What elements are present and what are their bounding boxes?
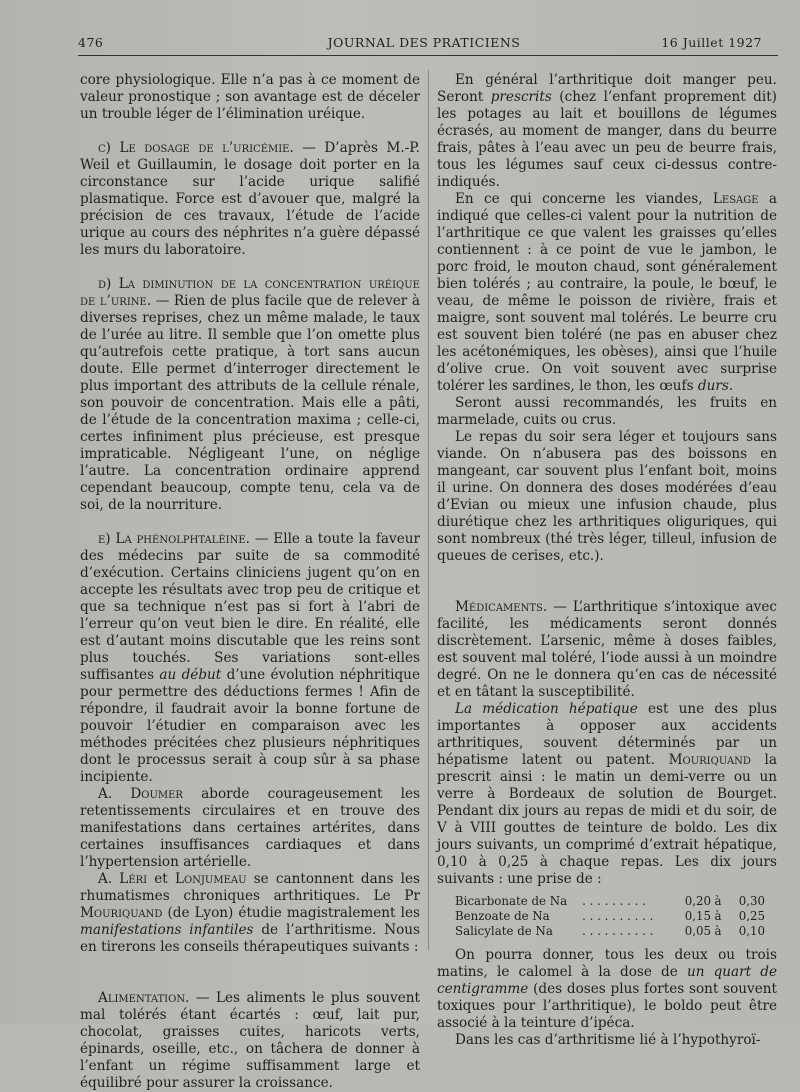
leader-dots: . . . . . . . . . <box>582 894 646 908</box>
section-heading: Alimentation. <box>98 990 190 1006</box>
column-divider <box>428 70 429 950</box>
paragraph-doumer <box>80 786 420 871</box>
paragraph-text: de l’arthritisme. Nous en tirerons les conseils thérapeutiques suivants : <box>80 922 420 955</box>
section-medicaments <box>437 599 777 701</box>
paragraph-text: (de Lyon) étudie magistralement les <box>162 905 420 921</box>
journal-title: JOURNAL DES PRATICIENS <box>327 35 521 50</box>
paragraph-text: . <box>728 378 734 394</box>
table-row <box>455 909 765 924</box>
paragraph-hepatique <box>437 701 777 888</box>
paragraph-text: En ce qui concerne les viandes, <box>455 191 713 207</box>
section-text: — Elle a toute la faveur des médecins par suite de sa commodité d’exécution. Certains cliniciens jugent qu’on en accepte les résultats avec trop peu de critique et que sa technique n’est pas si fort à l’abri de l’erreur qu’on veut bien le dire. En réalité, elle est d’autant moins discutable que les reins sont plus touchés. Ses variations sont-elles suffisantes <box>80 531 421 683</box>
paragraph-fruits: Seront aussi recommandés, les fruits en marmelade, cuits ou crus. <box>437 395 777 428</box>
italic-text: durs <box>697 378 729 394</box>
dose-separator: à <box>714 894 722 908</box>
paragraph-text: (chez l’enfant proprement dit) les potages au lait et bouillons de légumes écrasés, au moment de manger, dans du beurre frais, pâtes à l’eau avec un peu de beurre frais, tous les légumes sauf ceux ci-dessus contre-indiqués. <box>437 89 777 190</box>
dose-from: 0,05 <box>684 924 711 938</box>
section-heading: Médicaments. <box>455 599 548 615</box>
author-name: Mouriquand <box>668 752 751 768</box>
table-row <box>455 894 765 909</box>
dose-to: 0,30 <box>738 894 765 908</box>
author-name: Léri <box>119 871 148 887</box>
leader-dots: . . . . . . . . . . <box>582 924 654 938</box>
italic-text: La médication hépatique <box>455 701 638 717</box>
paragraph-text: la prescrit ainsi : le matin un demi-verre ou un verre à Bordeaux de solution de Bourget. Pendant dix jours au repas de midi et du soir, de V à VIII gouttes de teinture de boldo. Les dix jours suivants, un comprimé d’extrait hépatique, 0,10 à 0,25 à chaque repas. Les dix jours suivants : une prise de : <box>437 752 777 887</box>
header-rule <box>78 55 778 56</box>
dose-separator: à <box>714 924 722 938</box>
paragraph-continuation: core physiologique. Elle n’a pas à ce moment de valeur pronostique ; son avantage est de déceler un trouble léger de l’élimination uréique. <box>80 72 420 122</box>
italic-text: manifestations infantiles <box>80 922 254 938</box>
leader-dots: . . . . . . . . . . <box>582 909 654 923</box>
section-heading: d) La diminution de la concentration uréique de l’urine. <box>80 276 420 309</box>
section-text: — Rien de plus facile que de relever à diverses reprises, chez un même malade, le taux de l’urée au litre. Il semble que l’on omette plus qu’autrefois cette pratique, à tort sans aucun doute. Elle permet d’interroger directement le plus important des attributs de la cellule rénale, son pouvoir de concentration. Mais elle a pâti, de l’étude de la concentration maxima ; celle-ci, certes infiniment plus précieuse, est presque impraticable. Négligeant l’une, on néglige l’autre. La concentration ordinaire apprend cependant beaucoup, compte tenu, cela va de soi, de la nourriture. <box>80 293 420 513</box>
section-c-uricemie <box>80 140 420 259</box>
author-name: Lesage <box>712 191 759 207</box>
page-header <box>78 35 770 55</box>
dose-separator: à <box>714 909 722 923</box>
dose-to: 0,25 <box>738 909 765 923</box>
paragraph-text: On pourra donner, tous les deux ou trois matins, le calomel à la dose de <box>437 947 777 980</box>
italic-text: un quart de centigramme <box>437 964 778 997</box>
paragraph-general <box>437 72 777 191</box>
section-d-concentration <box>80 276 420 514</box>
section-text: — L’arthritique s’intoxique avec facilité, les médicaments seront donnés discrètement. L’arsenic, même à doses faibles, est souvent mal toléré, l’iode aussi à un moindre degré. On ne le donnera qu’en cas de nécessité et en tâtant la susceptibilité. <box>437 599 777 700</box>
dose-from: 0,20 <box>684 894 711 908</box>
spacer <box>437 565 777 599</box>
section-heading: c) Le dosage de l’uricémie. <box>98 140 294 156</box>
right-column <box>437 72 778 1048</box>
author-name: A. Doumer <box>98 786 183 802</box>
paragraph-repas-soir: Le repas du soir sera léger et toujours sans viande. On n’abusera pas des boissons en mangeant, car souvent plus l’enfant boit, moins il urine. On donnera des doses modérées d’eau d’Evian ou mieux une infusion chaude, plus diurétique chez les arthritiques oliguriques, qui sont nombreux (thé très léger, tilleul, infusion de queues de cerises, etc.). <box>437 429 777 564</box>
paragraph-text: (des doses plus fortes sont souvent toxiques pour l’arthritique), le boldo peut être associé à la teinture d’ipéca. <box>437 981 777 1031</box>
author-name: Mouriquand <box>80 905 163 921</box>
paragraph-text: a indiqué que celles-ci valent pour la nutrition de l’arthritique ce que valent les graisses qu’elles contiennent : à ce point de vue le jambon, le porc froid, le mouton chaud, sont généralement bien tolérés ; au contraire, la poule, le bœuf, le veau, de même le poisson de rivière, frais et maigre, sont souvent mal tolérés. Le beurre cru est souvent bien toléré (ne pas en abuser chez les acétonémiques, les obèses), ainsi que l’huile d’olive crue. On voit souvent avec surprise tolérer les sardines, le thon, les œufs <box>437 191 777 394</box>
issue-date: 16 Juillet 1927 <box>661 35 762 50</box>
paragraph-text: est une des plus importantes à opposer aux accidents arthritiques, souvent déterminés par un hépatisme latent ou patent. <box>437 701 777 768</box>
section-alimentation <box>80 990 420 1092</box>
prescription-table <box>455 894 765 939</box>
section-text: — D’après M.-P. Weil et Guillaumin, le dosage doit porter en la circonstance sur l’acide urique salifié plasmatique. Force est d’avouer que, malgré la précision de ces travaux, l’étude de l’acide urique au cours des néphrites n’a guère dépassé les murs du laboratoire. <box>80 140 420 258</box>
section-text: d’une évolution néphritique pour permettre des déductions fermes ! Afin de répondre, il faudrait avoir la bonne fortune de pouvoir l’étudier en comparaison avec les méthodes précitées chez plusieurs néphritiques dont le processus serait à coup sûr à sa phase incipiente. <box>80 667 420 785</box>
paragraph-text: A. <box>98 871 120 887</box>
paragraph-leri <box>80 871 420 956</box>
paragraph-calomel <box>437 947 777 1032</box>
drug-name: Bicarbonate de Na <box>455 894 568 908</box>
paragraph-text: aborde courageusement les retentissements circulaires et en trouve des manifestations dans certaines artérites, dans certaines insuffisances cardiaques et dans l’hypertension artérielle. <box>80 786 420 870</box>
section-heading: e) La phénolphtaléine. <box>98 531 250 547</box>
paragraph-text: se cantonnent dans les rhumatismes chroniques arthritiques. Le Pr <box>80 871 420 904</box>
spacer <box>80 956 420 990</box>
page-number: 476 <box>78 35 104 50</box>
paragraph-text: En général l’arthritique doit manger peu. Seront <box>437 72 777 105</box>
dose-from: 0,15 <box>684 909 711 923</box>
paragraph-hypothyroidie: Dans les cas d’arthritisme lié à l’hypothyroï- <box>455 1032 761 1048</box>
table-row <box>455 924 765 939</box>
italic-text: au début <box>159 667 222 683</box>
author-name: Lonjumeau <box>174 871 247 887</box>
drug-name: Benzoate de Na <box>455 909 550 923</box>
section-e-phenolphtaleine <box>80 531 420 786</box>
dose-to: 0,10 <box>738 924 765 938</box>
paragraph-text: et <box>147 871 175 887</box>
section-text: — Les aliments le plus souvent mal tolérés étant écartés : œuf, lait pur, chocolat, graisses cuites, haricots verts, épinards, oseille, etc., on tâchera de donner à l’enfant un régime suffisamment large et équilibré pour assurer la croissance. <box>80 990 420 1091</box>
paragraph-viandes <box>437 191 777 395</box>
italic-text: prescrits <box>490 89 552 105</box>
left-column <box>80 72 421 1091</box>
drug-name: Salicylate de Na <box>455 924 553 938</box>
